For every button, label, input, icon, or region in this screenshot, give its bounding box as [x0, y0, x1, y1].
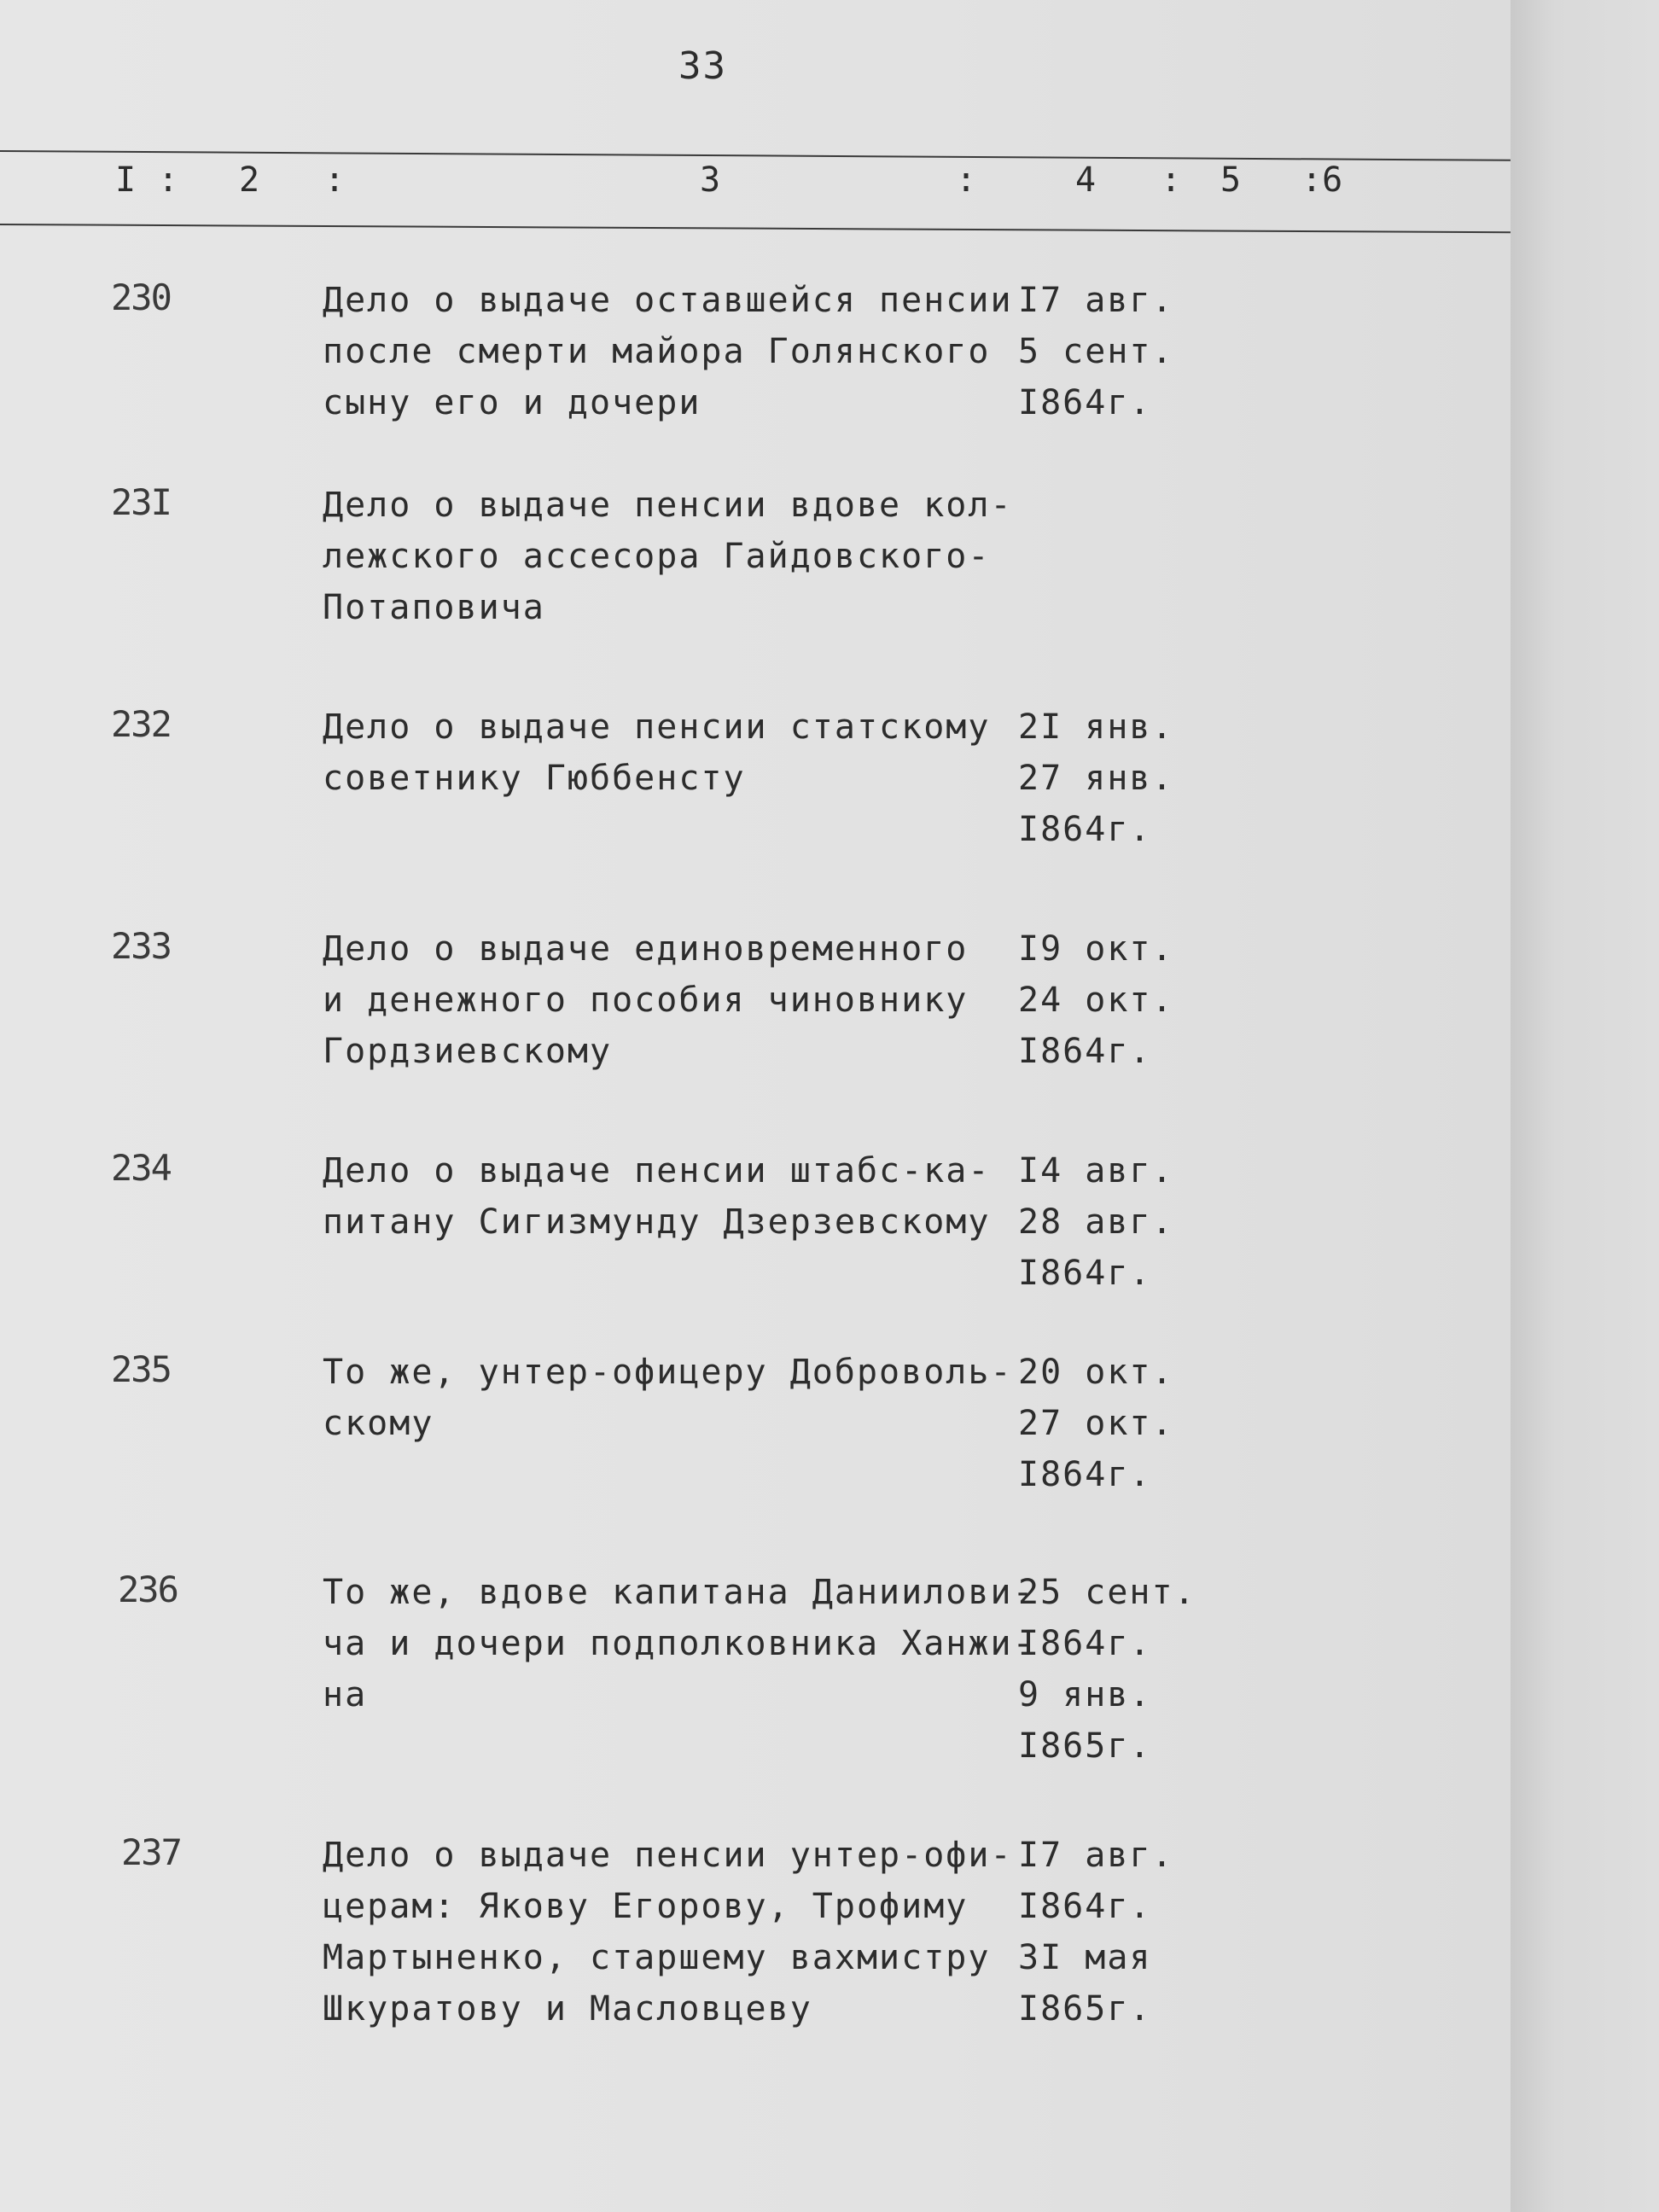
column-header-4: 4	[1075, 160, 1097, 200]
column-separator: :	[158, 160, 179, 200]
date-line: 9 янв.	[1018, 1675, 1152, 1714]
date-line: 27 янв.	[1018, 759, 1174, 798]
description-line: ча и дочери подполковника Ханжи-	[323, 1624, 1035, 1663]
entry-number: 235	[111, 1348, 171, 1390]
entry-number: 232	[111, 703, 171, 745]
description-line: сыну его и дочери	[323, 383, 701, 422]
date-line: 20 окт.	[1018, 1353, 1174, 1392]
column-header-6: :6	[1301, 160, 1343, 200]
description-line: на	[323, 1675, 368, 1714]
entry-description	[323, 1830, 1013, 2034]
date-line: I864г.	[1018, 1455, 1152, 1494]
entry-dates	[1018, 1830, 1174, 2034]
description-line: Дело о выдаче единовременного	[323, 929, 969, 969]
column-separator: :	[956, 160, 977, 200]
description-line: советнику Гюббенсту	[323, 759, 746, 798]
entry-dates	[1018, 1347, 1174, 1500]
column-separator: :	[324, 160, 346, 200]
description-line: питану Сигизмунду Дзерзевскому	[323, 1202, 991, 1242]
description-line: Гордзиевскому	[323, 1032, 613, 1071]
date-line: 28 авг.	[1018, 1202, 1174, 1242]
description-line: Дело о выдаче пенсии унтер-офи-	[323, 1836, 1013, 1875]
date-line: 24 окт.	[1018, 981, 1174, 1020]
date-line: I864г.	[1018, 1624, 1152, 1663]
description-line: Дело о выдаче пенсии штабс-ка-	[323, 1151, 991, 1190]
date-line: I864г.	[1018, 1887, 1152, 1926]
date-line: I864г.	[1018, 383, 1152, 422]
date-line: I864г.	[1018, 810, 1152, 849]
entry-number: 230	[111, 276, 171, 318]
column-header-5: 5	[1220, 160, 1242, 200]
entry-description	[323, 1347, 1013, 1449]
date-line: I4 авг.	[1018, 1151, 1174, 1190]
page-shadow-edge	[1511, 0, 1659, 2212]
entry-number: 234	[111, 1147, 171, 1189]
description-line: Шкуратову и Масловцеву	[323, 1989, 812, 2029]
entry-description	[323, 1145, 990, 1248]
description-line: Потаповича	[323, 588, 545, 627]
description-line: Дело о выдаче оставшейся пенсии	[323, 281, 1013, 320]
description-line: То же, вдове капитана Даниилови-	[323, 1573, 1035, 1612]
date-line: I865г.	[1018, 1726, 1152, 1766]
description-line: и денежного пособия чиновнику	[323, 981, 969, 1020]
date-line: I7 авг.	[1018, 1836, 1174, 1875]
date-line: I865г.	[1018, 1989, 1152, 2029]
entry-dates	[1018, 1145, 1174, 1299]
entry-number: 233	[111, 925, 171, 967]
date-line: I864г.	[1018, 1032, 1152, 1071]
entry-description	[323, 701, 990, 804]
date-line: 3I мая	[1018, 1938, 1152, 1977]
entry-description	[323, 1567, 1035, 1720]
date-line: 25 сент.	[1018, 1573, 1196, 1612]
column-separator: :	[1161, 160, 1182, 200]
entry-dates	[1018, 923, 1174, 1077]
date-line: I9 окт.	[1018, 929, 1174, 969]
date-line: 27 окт.	[1018, 1404, 1174, 1443]
entry-dates	[1018, 1567, 1196, 1772]
entry-number: 23I	[111, 481, 171, 523]
column-header-2: 2	[239, 160, 260, 200]
entry-dates	[1018, 275, 1174, 428]
entry-number: 237	[121, 1831, 181, 1873]
column-header-3: 3	[700, 160, 721, 200]
description-line: скому	[323, 1404, 434, 1443]
description-line: лежского ассесора Гайдовского-	[323, 537, 991, 576]
description-line: после смерти майора Голянского	[323, 332, 991, 371]
entry-dates	[1018, 701, 1174, 855]
date-line: I864г.	[1018, 1254, 1152, 1293]
date-line: 2I янв.	[1018, 707, 1174, 747]
column-header-1: I	[115, 160, 137, 200]
date-line: I7 авг.	[1018, 281, 1174, 320]
description-line: Дело о выдаче пенсии вдове кол-	[323, 486, 1013, 525]
description-line: церам: Якову Егорову, Трофиму	[323, 1887, 969, 1926]
entry-description	[323, 480, 1013, 633]
page-number: 33	[678, 44, 727, 88]
description-line: Дело о выдаче пенсии статскому	[323, 707, 991, 747]
entry-description	[323, 275, 1013, 428]
description-line: Мартыненко, старшему вахмистру	[323, 1938, 991, 1977]
entry-number: 236	[118, 1569, 178, 1610]
entry-description	[323, 923, 968, 1077]
date-line: 5 сент.	[1018, 332, 1174, 371]
description-line: То же, унтер-офицеру Доброволь-	[323, 1353, 1013, 1392]
